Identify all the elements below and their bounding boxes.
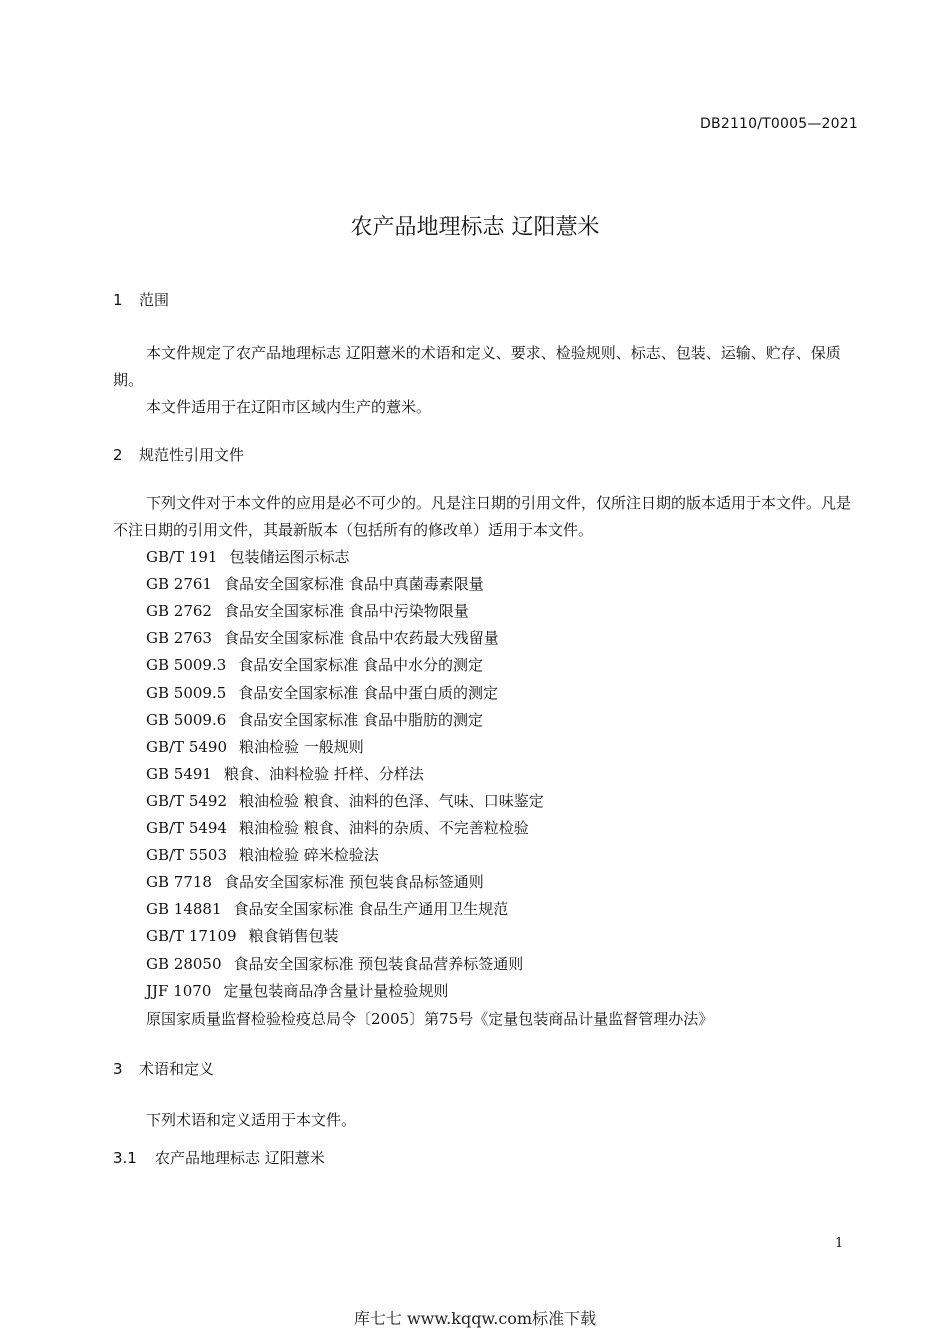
reference-title: 食品安全国家标准 食品生产通用卫生规范 [233,900,509,919]
reference-title: 食品安全国家标准 食品中污染物限量 [223,602,469,621]
reference-title: 食品安全国家标准 食品中水分的测定 [238,656,484,675]
section-title: 范围 [139,291,170,309]
section-number: 2 [113,446,123,464]
reference-code: GB 5009.5 [146,683,227,702]
reference-title: 粮油检验 一般规则 [239,737,364,756]
section-3-intro: 下列术语和定义适用于本文件。 [146,1111,357,1129]
reference-code: GB 14881 [146,900,222,919]
reference-code: GB 2762 [146,602,212,621]
reference-item [146,544,349,571]
reference-title: 食品安全国家标准 食品中脂肪的测定 [238,710,484,729]
reference-title: 食品安全国家标准 食品中蛋白质的测定 [238,683,499,702]
subsection-3-1-heading [113,1147,325,1168]
reference-code: JJF 1070 [146,981,212,1000]
section-number: 1 [113,291,123,309]
reference-code: GB 5009.6 [146,710,227,729]
section-number: 3 [113,1060,123,1078]
section-3-heading [113,1058,214,1079]
reference-item [146,652,483,679]
reference-item [146,625,499,652]
reference-title: 粮食、油料检验 扦样、分样法 [223,764,424,783]
section-1-heading [113,289,169,310]
reference-title: 包装储运图示标志 [229,548,350,566]
reference-title: 食品安全国家标准 食品中真菌毒素限量 [223,575,484,594]
reference-item [146,707,483,734]
reference-code: GB 5009.3 [146,656,227,675]
reference-title: 粮油检验 粮食、油料的色泽、气味、口味鉴定 [239,791,544,810]
subsection-title: 农产品地理标志 辽阳薏米 [155,1149,325,1167]
reference-item [146,978,448,1005]
reference-code: GB 2761 [146,575,212,594]
section-1-paragraph-2: 本文件适用于在辽阳市区域内生产的薏米。 [146,398,432,416]
reference-item [146,896,508,923]
reference-item [146,598,469,625]
reference-code: GB/T 191 [146,548,218,566]
page-number: 1 [835,1236,844,1251]
section-2-intro: 下列文件对于本文件的应用是必不可少的。凡是注日期的引用文件，仅所注日期的版本适用于本文件。凡是不注日期的引用文件，其最新版本（包括所有的修改单）适用于本文件。 [113,494,852,539]
reference-title: 食品安全国家标准 食品中农药最大残留量 [223,629,499,648]
reference-code: GB/T 5490 [146,737,228,756]
reference-title: 食品安全国家标准 预包装食品营养标签通则 [233,954,524,973]
reference-item [146,869,484,896]
reference-code: GB/T 5503 [146,846,228,865]
reference-code: GB/T 5492 [146,791,228,810]
reference-item [146,842,379,869]
reference-title: 食品安全国家标准 预包装食品标签通则 [223,873,484,892]
reference-title: 粮食销售包装 [248,927,339,946]
reference-item-regulation: 原国家质量监督检验检疫总局令〔2005〕第75号《定量包装商品计量监督管理办法》 [146,1010,714,1028]
footer-watermark: 库七七 www.kqqw.com标准下载 [353,1309,597,1328]
reference-item [146,788,544,815]
reference-code: GB/T 17109 [146,927,237,946]
section-title: 术语和定义 [139,1060,215,1078]
reference-title: 粮油检验 碎米检验法 [239,846,379,865]
reference-code: GB 28050 [146,954,222,973]
reference-code: GB 7718 [146,873,212,892]
reference-item [146,815,529,842]
document-title: 农产品地理标志 辽阳薏米 [350,215,600,240]
reference-code: GB 2763 [146,629,212,648]
reference-code: GB/T 5494 [146,819,228,837]
section-title: 规范性引用文件 [139,446,245,464]
document-code: DB2110/T0005—2021 [700,116,858,132]
section-1-paragraph-1: 本文件规定了农产品地理标志 辽阳薏米的术语和定义、要求、检验规则、标志、包装、运输、贮存、保质期。 [113,344,841,389]
reference-code: GB 5491 [146,764,212,783]
reference-title: 粮油检验 粮食、油料的杂质、不完善粒检验 [239,819,529,837]
reference-item [146,571,484,598]
reference-item [146,761,424,788]
subsection-number: 3.1 [113,1149,137,1167]
reference-title: 定量包装商品净含量计量检验规则 [223,981,449,1000]
section-2-heading [113,444,244,465]
reference-item [146,951,523,978]
reference-item [146,734,364,761]
reference-item [146,680,498,707]
reference-item [146,923,339,950]
